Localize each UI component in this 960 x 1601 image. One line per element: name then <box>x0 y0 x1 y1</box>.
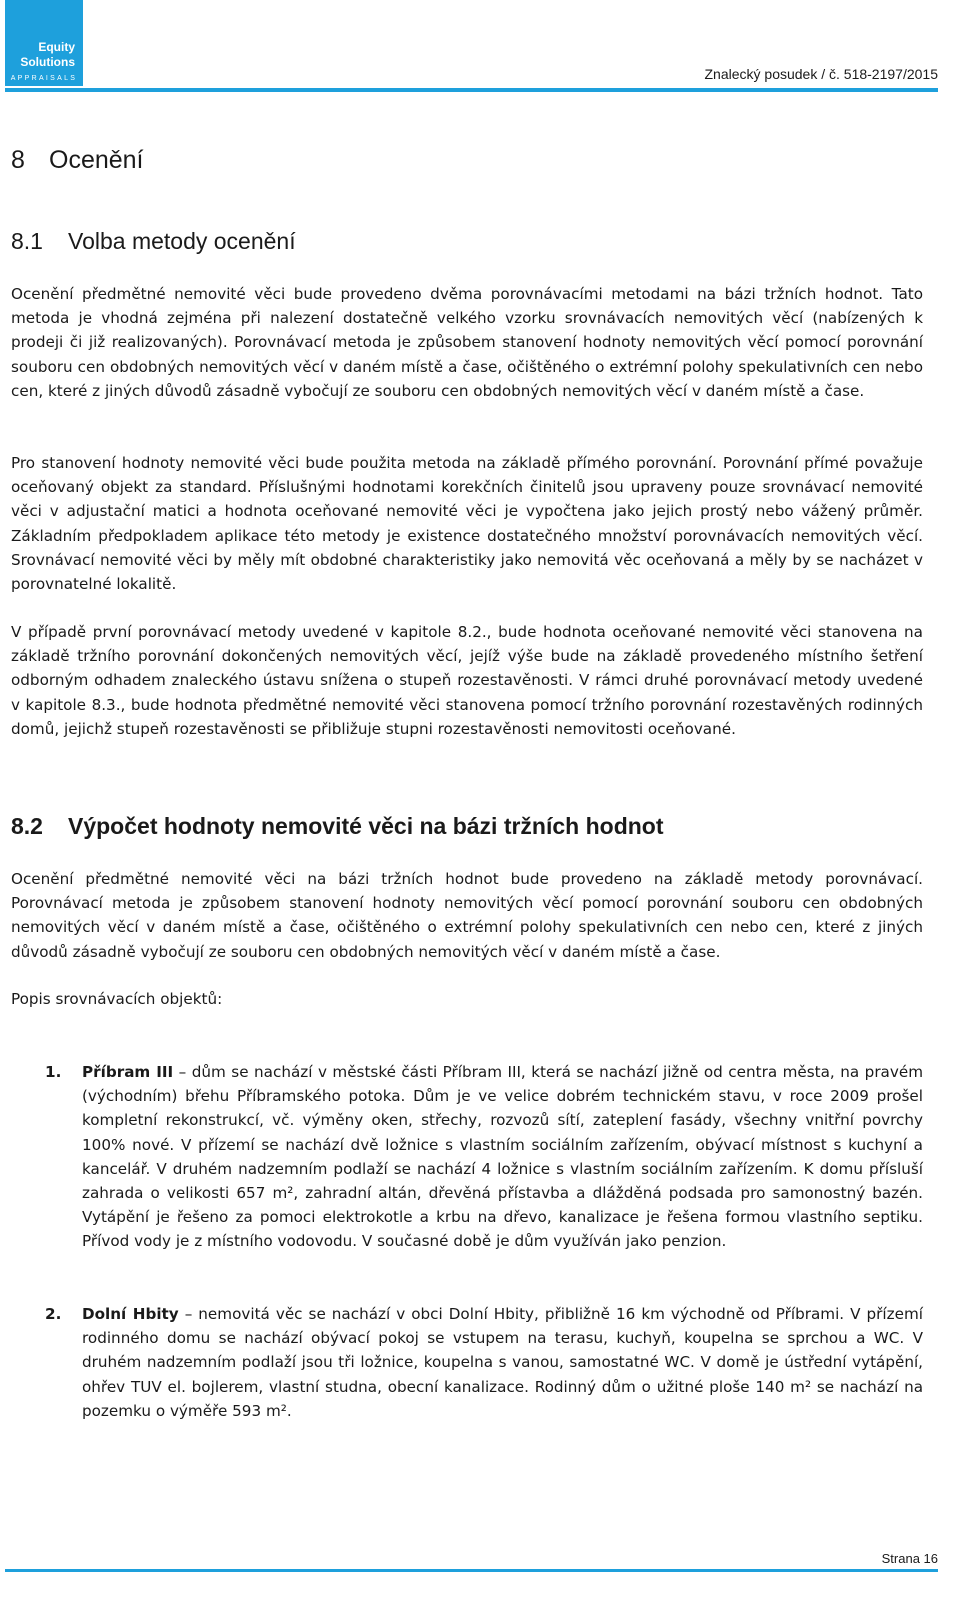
paragraph: V případě první porovnávací metody uvedené v kapitole 8.2., bude hodnota oceňované nemovité věci stanovena na základě tržního porovnání dokončených nemovitých věcí, jejíž výše bude na základě provedeného místního šetření odborným odhadem znaleckého ústavu snížena o stupeň rozestavěnosti. V rámci druhé porovnávací metody uvedené v kapitole 8.3., bude hodnota předmětné nemovité věci stanovena pomocí tržního porovnání rozestavěných rodinných domů, jejichž stupeň rozestavěnosti se přibližuje stupni rozestavěnosti nemovitosti oceňované. <box>11 623 923 738</box>
logo-line-appraisals: APPRAISALS <box>10 75 78 82</box>
document-reference: Znalecký posudek / č. 518-2197/2015 <box>704 66 938 82</box>
subsection-number: 8.2 <box>11 813 43 839</box>
list-item-number: 1. <box>45 1063 62 1081</box>
subsection-heading-8-2 <box>11 813 664 840</box>
section-heading <box>11 146 144 175</box>
company-logo <box>5 0 83 86</box>
paragraph: Pro stanovení hodnoty nemovité věci bude použita metoda na základě přímého porovnání. Porovnání přímé považuje oceňovaný objekt za standard. Příslušnými hodnotami korekčních činitelů jsou upraveny pouze srovnávací nemovité věci v adjustační matici a hodnota oceňované nemovité věci je vypočtena jako jejich prostý nebo vážený průměr. Základním předpokladem aplikace této metody je existence dostatečného množství porovnávacích nemovitých věcí. Srovnávací nemovité věci by měly mít obdobné charakteristiky jako nemovitá věc oceňovaná a měly by se nacházet v porovnatelné lokalitě. <box>11 454 923 594</box>
logo-line-solutions: Solutions <box>20 55 75 69</box>
footer-divider <box>5 1569 938 1572</box>
subsection-number: 8.1 <box>11 228 43 254</box>
subsection-heading-8-1 <box>11 228 296 255</box>
list-item-title: Dolní Hbity <box>82 1305 179 1323</box>
list-item-number: 2. <box>45 1305 62 1323</box>
paragraph: Ocenění předmětné nemovité věci na bázi tržních hodnot bude provedeno na základě metody porovnávací. Porovnávací metoda je způsobem stanovení hodnoty nemovitých věcí pomocí porovnání souboru cen obdobných nemovitých věcí v daném místě a čase, očištěného o extrémní polohy spekulativních cen nebo cen, které z jiných důvodů zásadně vybočují ze souboru cen obdobných nemovitých věcí v daném místě a čase. <box>11 870 923 961</box>
page-number: Strana 16 <box>881 1551 938 1566</box>
section-number: 8 <box>11 146 25 174</box>
comparison-objects-list <box>45 1302 923 1423</box>
list-item <box>45 1060 923 1254</box>
comparison-objects-list <box>45 1060 923 1254</box>
logo-line-equity: Equity <box>38 40 75 54</box>
list-item <box>45 1302 923 1423</box>
subsection-title: Výpočet hodnoty nemovité věci na bázi tržních hodnot <box>68 813 664 839</box>
list-item-text: – nemovitá věc se nachází v obci Dolní Hbity, přibližně 16 km východně od Příbrami. V přízemí rodinného domu se nachází obývací pokoj se vstupem na terasu, kuchyň, koupelna se sprchou a WC. V druhém nadzemním podlaží jsou tři ložnice, koupelna s vanou, samostatné WC. V domě je ústřední vytápění, ohřev TUV el. bojlerem, vlastní studna, obecní kanalizace. Rodinný dům o užitné ploše 140 m² se nachází na pozemku o výměře 593 m². <box>82 1305 923 1420</box>
subsection-title: Volba metody ocenění <box>68 228 296 254</box>
list-item-title: Příbram III <box>82 1063 174 1081</box>
list-heading: Popis srovnávacích objektů: <box>11 990 223 1008</box>
header-divider <box>5 88 938 92</box>
paragraph: Ocenění předmětné nemovité věci bude provedeno dvěma porovnávacími metodami na bázi tržních hodnot. Tato metoda je vhodná zejména při nalezení dostatečně velkého vzorku srovnávacích nemovitých věcí (nabízených k prodeji či již realizovaných). Porovnávací metoda je způsobem stanovení hodnoty nemovitých věcí pomocí porovnání souboru cen obdobných nemovitých věcí v daném místě a čase, očištěného o extrémní polohy spekulativních cen nebo cen, které z jiných důvodů zásadně vybočují ze souboru cen obdobných nemovitých věcí v daném místě a čase. <box>11 285 923 400</box>
list-item-text: – dům se nachází v městské části Příbram III, která se nachází jižně od centra města, na pravém (východním) břehu Příbramského potoka. Dům je ve velice dobrém technickém stavu, v roce 2009 prošel kompletní rekonstrukcí, vč. výměny oken, střechy, rozvozů sítí, zateplení fasády, všechny vnitřní povrchy 100% nové. V přízemí se nachází dvě ložnice s vlastním sociálním zařízením, obývací místnost s kuchyní a kancelář. V druhém nadzemním podlaží se nachází 4 ložnice s vlastním sociálním zařízením. K domu přísluší zahrada o velikosti 657 m², zahradní altán, dřevěná přístavba a dlážděná podsada pro samonostný bazén. Vytápění je řešeno za pomoci elektrokotle a krbu na dřevo, kanalizace je řešena formou vlastního septiku. Přívod vody je z místního vodovodu. V současné době je dům využíván jako penzion. <box>82 1063 923 1251</box>
section-title: Ocenění <box>49 146 144 174</box>
